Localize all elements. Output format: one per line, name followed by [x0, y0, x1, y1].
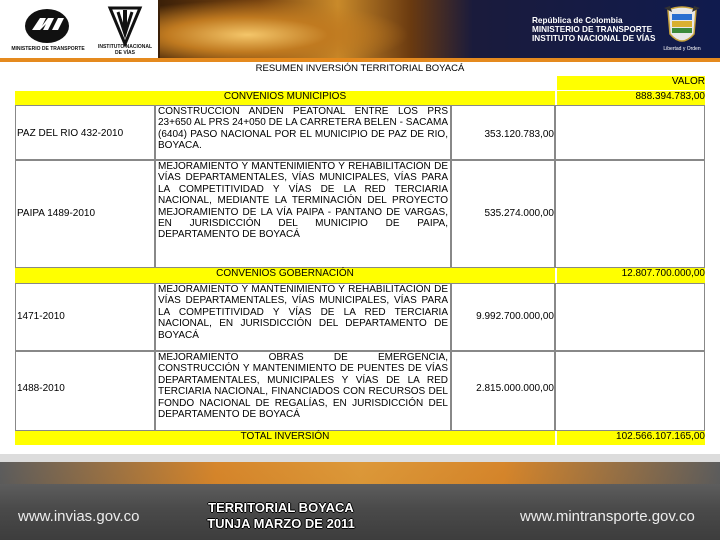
colombia-coat-of-arms-icon: [660, 4, 704, 52]
section-label-municipios: CONVENIOS MUNICIPIOS: [15, 91, 555, 105]
footer-divider: [0, 454, 720, 462]
banner-text: [532, 16, 655, 43]
row-value: 2.815.000.000,00: [476, 383, 554, 394]
row-value: 535.274.000,00: [484, 208, 554, 219]
mintransporte-url-link[interactable]: www.mintransporte.gov.co: [520, 508, 695, 525]
row-empty-cell: [555, 351, 705, 431]
banner-line-1: República de Colombia: [532, 16, 623, 25]
banner-photo: [160, 0, 410, 58]
seal-caption: Libertad y Orden: [663, 46, 701, 52]
total-label: TOTAL INVERSIÓN: [15, 431, 555, 445]
total-value: 102.566.107.165,00: [557, 431, 705, 445]
invias-caption: INSTITUTO NACIONAL DE VÍAS: [97, 44, 153, 56]
invias-url-link[interactable]: www.invias.gov.co: [18, 508, 140, 525]
row-name: PAZ DEL RIO 432-2010: [17, 128, 124, 139]
row-name: 1488-2010: [17, 383, 65, 394]
row-description: MEJORAMIENTO OBRAS DE EMERGENCIA, CONSTRUCCIÓN Y MANTENIMIENTO DE PUENTES DE VÍAS DEPARTAMENTALES, MUNICIPALES Y VÍAS DE LA RED TERCIARIA NACIONAL, FINANCIADOS CON RECURSOS DEL FONDO NACIONAL DE REGALÍAS, EN JURISDICCIÓN DEL DEPARTAMENTO DE BOYACÁ: [155, 351, 451, 431]
footer-title-line-1: TERRITORIAL BOYACA: [208, 500, 354, 515]
banner-line-2: MINISTERIO DE TRANSPORTE: [532, 25, 653, 34]
page-title: RESUMEN INVERSIÓN TERRITORIAL BOYACÁ: [255, 63, 465, 74]
footer-title-line-2: TUNJA MARZO DE 2011: [207, 516, 355, 531]
section-label-gobernacion: CONVENIOS GOBERNACIÓN: [15, 268, 555, 283]
row-empty-cell: [555, 283, 705, 351]
banner-line-3: INSTITUTO NACIONAL DE VÍAS: [532, 34, 656, 43]
header-divider: [0, 58, 720, 62]
footer-title: [190, 500, 372, 532]
row-description: MEJORAMIENTO Y MANTENIMIENTO Y REHABILITACIÓN DE VÍAS DEPARTAMENTALES, VÍAS MUNICIPALES, VÍAS PARA LA COMPETITIVIDAD Y VÍAS DE LA RED TERCIARIA NACIONAL, EN JURISDICCIÓN DEL DEPARTAMENTO DE BOYACÁ: [155, 283, 451, 351]
section-total-gobernacion: 12.807.700.000,00: [557, 268, 705, 283]
mintransporte-caption: MINISTERIO DE TRANSPORTE: [11, 46, 85, 52]
valor-header: VALOR: [557, 76, 705, 90]
row-description: CONSTRUCCION ANDEN PEATONAL ENTRE LOS PRS 23+650 AL PRS 24+050 DE LA CARRETERA BELEN - SACAMA (6404) PASO NACIONAL POR EL MUNICIPIO DE PAZ DE RIO, BOYACA.: [155, 105, 451, 160]
row-name: 1471-2010: [17, 311, 65, 322]
row-value: 353.120.783,00: [484, 129, 554, 140]
section-total-municipios: 888.394.783,00: [557, 91, 705, 105]
row-empty-cell: [555, 160, 705, 268]
row-name: PAIPA 1489-2010: [17, 208, 96, 219]
footer-accent: [0, 462, 720, 484]
row-value: 9.992.700.000,00: [476, 311, 554, 322]
row-description: MEJORAMIENTO Y MANTENIMIENTO Y REHABILITACIÓN DE VÍAS DEPARTAMENTALES, VÍAS MUNICIPALES, VÍAS PARA LA COMPETITIVIDAD Y VÍAS DE LA RED TERCIARIA NACIONAL, MEDIANTE LA TERMINACIÓN DEL PROYECTO MEJORAMIENTO DE LA VÍA PAIPA - PANTANO DE VARGAS, EN JURISDICCIÓN DEL MUNICIPIO DE PAIPA, DEPARTAMENTO DE BOYACÁ: [155, 160, 451, 268]
row-empty-cell: [555, 105, 705, 160]
header: [0, 0, 720, 58]
